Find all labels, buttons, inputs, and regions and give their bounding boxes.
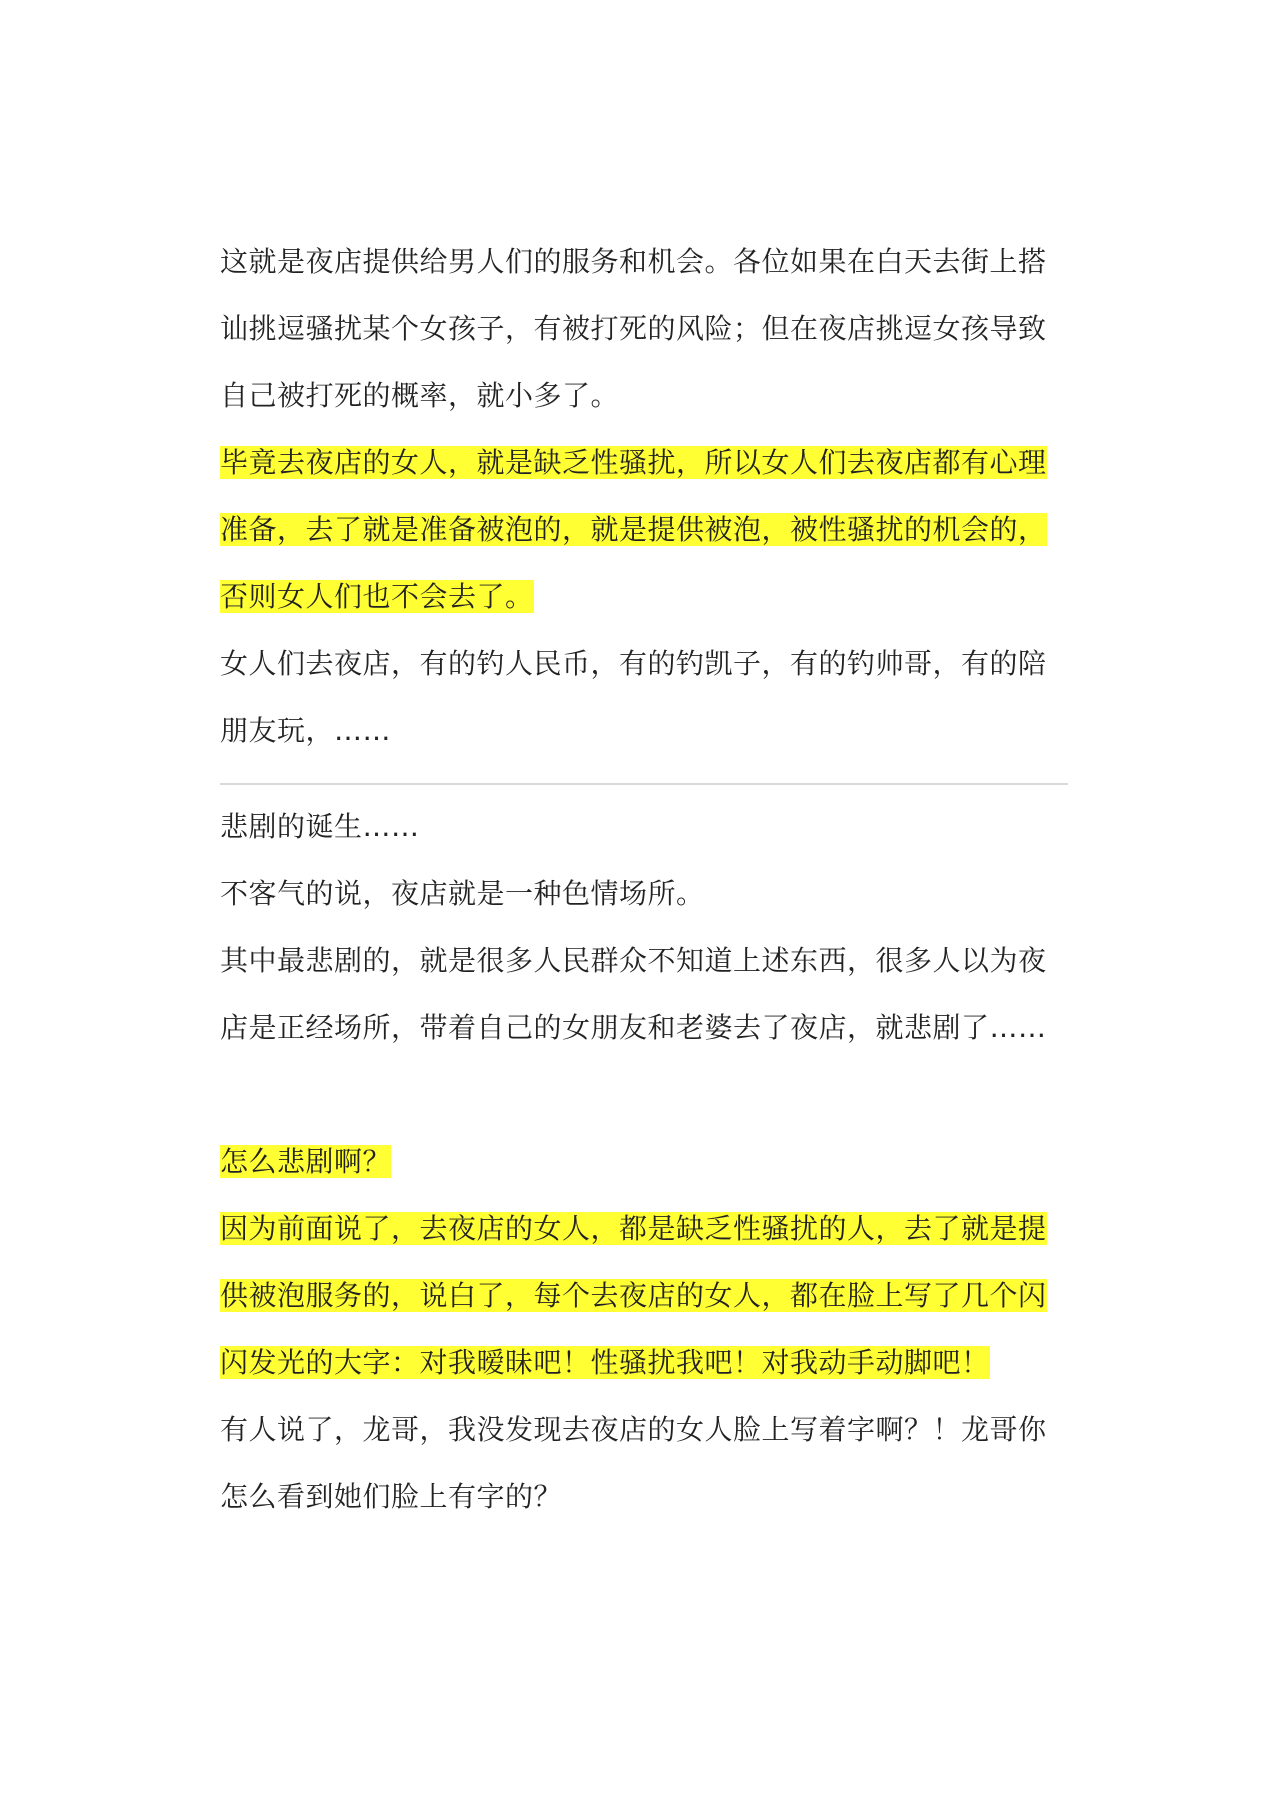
- paragraph-most-tragic: [220, 927, 1068, 1061]
- highlighted-text: 怎么悲剧啊？: [220, 1145, 392, 1178]
- section-divider: [220, 783, 1068, 785]
- paragraph-text: 其中最悲剧的，就是很多人民群众不知道上述东西，很多人以为夜店是正经场所，带着自己的女朋友和老婆去了夜店，就悲剧了……: [220, 944, 1047, 1044]
- paragraph-text: 不客气的说，夜店就是一种色情场所。: [220, 877, 705, 910]
- paragraph-text: 悲剧的诞生……: [220, 810, 420, 843]
- blank-line: [220, 1061, 1068, 1128]
- paragraph-nightclub-services: [220, 228, 1068, 429]
- paragraph-highlighted-explanation: [220, 1195, 1068, 1396]
- highlighted-text: 毕竟去夜店的女人，就是缺乏性骚扰，所以女人们去夜店都有心理准备，去了就是准备被泡的，就是提供被泡，被性骚扰的机会的，否则女人们也不会去了。: [220, 446, 1047, 613]
- paragraph-adult-venue: [220, 860, 1068, 927]
- highlighted-text: 因为前面说了，去夜店的女人，都是缺乏性骚扰的人，去了就是提供被泡服务的，说白了，每个去夜店的女人，都在脸上写了几个闪闪发光的大字：对我暧昧吧！性骚扰我吧！对我动手动脚吧！: [220, 1212, 1047, 1379]
- paragraph-highlighted-preparation: [220, 429, 1068, 630]
- paragraph-text: 女人们去夜店，有的钓人民币，有的钓凯子，有的钓帅哥，有的陪朋友玩，……: [220, 647, 1047, 747]
- paragraph-women-reasons: [220, 630, 1068, 764]
- paragraph-tragedy-heading: [220, 793, 1068, 860]
- paragraph-highlighted-question: [220, 1128, 1068, 1195]
- paragraph-reader-question: [220, 1396, 1068, 1530]
- paragraph-text: 有人说了，龙哥，我没发现去夜店的女人脸上写着字啊？！龙哥你怎么看到她们脸上有字的？: [220, 1413, 1047, 1513]
- paragraph-text: 这就是夜店提供给男人们的服务和机会。各位如果在白天去街上搭讪挑逗骚扰某个女孩子，有被打死的风险；但在夜店挑逗女孩导致自己被打死的概率，就小多了。: [220, 245, 1047, 412]
- document-body: [220, 228, 1068, 1530]
